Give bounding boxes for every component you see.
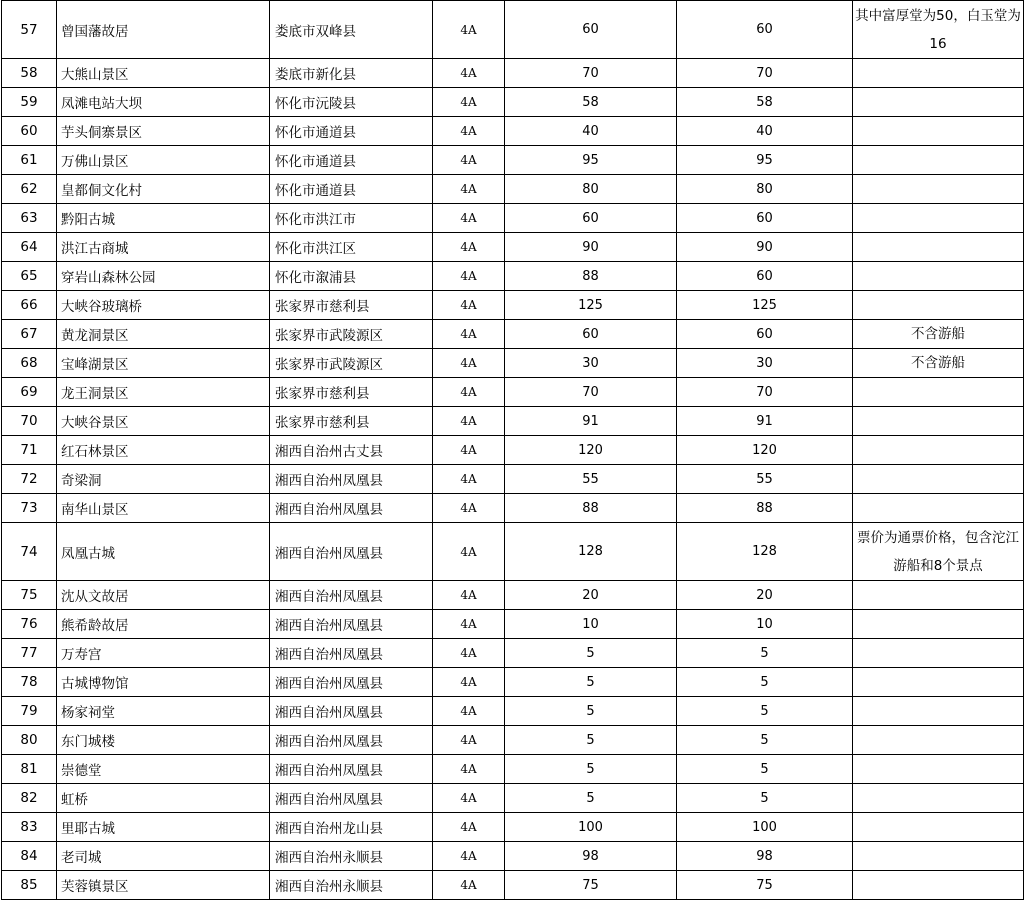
table-row bbox=[2, 871, 1024, 900]
location-cell: 怀化市沅陵县 bbox=[270, 88, 433, 117]
grade-cell: 4A bbox=[433, 146, 505, 175]
note-cell bbox=[853, 494, 1024, 523]
row-number-cell: 74 bbox=[2, 523, 57, 581]
ticket-price-cell: 80 bbox=[505, 175, 677, 204]
row-number-cell: 66 bbox=[2, 291, 57, 320]
location-cell: 湘西自治州凤凰县 bbox=[270, 610, 433, 639]
row-number-cell: 61 bbox=[2, 146, 57, 175]
location-cell: 湘西自治州龙山县 bbox=[270, 813, 433, 842]
location-cell: 湘西自治州凤凰县 bbox=[270, 523, 433, 581]
row-number-cell: 84 bbox=[2, 842, 57, 871]
adjusted-price-cell: 120 bbox=[677, 436, 853, 465]
table-row bbox=[2, 523, 1024, 581]
location-cell: 张家界市慈利县 bbox=[270, 378, 433, 407]
ticket-price-cell: 70 bbox=[505, 378, 677, 407]
adjusted-price-cell: 58 bbox=[677, 88, 853, 117]
ticket-price-cell: 75 bbox=[505, 871, 677, 900]
grade-cell: 4A bbox=[433, 784, 505, 813]
ticket-price-cell: 5 bbox=[505, 639, 677, 668]
ticket-price-cell: 30 bbox=[505, 349, 677, 378]
ticket-price-cell: 70 bbox=[505, 59, 677, 88]
scenic-spot-name-cell: 大熊山景区 bbox=[57, 59, 270, 88]
scenic-spot-name-cell: 万寿宫 bbox=[57, 639, 270, 668]
note-cell bbox=[853, 784, 1024, 813]
scenic-spot-name-cell: 皇都侗文化村 bbox=[57, 175, 270, 204]
grade-cell: 4A bbox=[433, 320, 505, 349]
location-cell: 湘西自治州古丈县 bbox=[270, 436, 433, 465]
adjusted-price-cell: 40 bbox=[677, 117, 853, 146]
grade-cell: 4A bbox=[433, 262, 505, 291]
location-cell: 湘西自治州永顺县 bbox=[270, 842, 433, 871]
location-cell: 张家界市武陵源区 bbox=[270, 349, 433, 378]
table-row bbox=[2, 291, 1024, 320]
table-row bbox=[2, 88, 1024, 117]
adjusted-price-cell: 100 bbox=[677, 813, 853, 842]
table-row bbox=[2, 1, 1024, 59]
scenic-spot-name-cell: 洪江古商城 bbox=[57, 233, 270, 262]
table-body bbox=[2, 1, 1024, 900]
ticket-price-cell: 128 bbox=[505, 523, 677, 581]
note-cell bbox=[853, 59, 1024, 88]
scenic-spot-name-cell: 熊希龄故居 bbox=[57, 610, 270, 639]
grade-cell: 4A bbox=[433, 59, 505, 88]
adjusted-price-cell: 5 bbox=[677, 639, 853, 668]
scenic-spot-name-cell: 曾国藩故居 bbox=[57, 1, 270, 59]
adjusted-price-cell: 10 bbox=[677, 610, 853, 639]
note-cell bbox=[853, 146, 1024, 175]
grade-cell: 4A bbox=[433, 88, 505, 117]
ticket-price-cell: 91 bbox=[505, 407, 677, 436]
table-row bbox=[2, 668, 1024, 697]
adjusted-price-cell: 70 bbox=[677, 378, 853, 407]
location-cell: 怀化市通道县 bbox=[270, 175, 433, 204]
scenic-spot-name-cell: 黔阳古城 bbox=[57, 204, 270, 233]
table-row bbox=[2, 581, 1024, 610]
row-number-cell: 67 bbox=[2, 320, 57, 349]
ticket-price-cell: 5 bbox=[505, 726, 677, 755]
adjusted-price-cell: 5 bbox=[677, 755, 853, 784]
note-cell bbox=[853, 88, 1024, 117]
adjusted-price-cell: 98 bbox=[677, 842, 853, 871]
grade-cell: 4A bbox=[433, 1, 505, 59]
table-row bbox=[2, 639, 1024, 668]
location-cell: 怀化市洪江市 bbox=[270, 204, 433, 233]
adjusted-price-cell: 95 bbox=[677, 146, 853, 175]
adjusted-price-cell: 60 bbox=[677, 1, 853, 59]
location-cell: 湘西自治州凤凰县 bbox=[270, 494, 433, 523]
row-number-cell: 81 bbox=[2, 755, 57, 784]
grade-cell: 4A bbox=[433, 291, 505, 320]
note-cell bbox=[853, 842, 1024, 871]
adjusted-price-cell: 70 bbox=[677, 59, 853, 88]
scenic-spot-price-table bbox=[1, 0, 1024, 900]
grade-cell: 4A bbox=[433, 813, 505, 842]
table-row bbox=[2, 117, 1024, 146]
row-number-cell: 85 bbox=[2, 871, 57, 900]
ticket-price-cell: 88 bbox=[505, 494, 677, 523]
location-cell: 湘西自治州凤凰县 bbox=[270, 581, 433, 610]
note-cell bbox=[853, 175, 1024, 204]
note-cell bbox=[853, 262, 1024, 291]
table-row bbox=[2, 465, 1024, 494]
row-number-cell: 75 bbox=[2, 581, 57, 610]
location-cell: 湘西自治州凤凰县 bbox=[270, 755, 433, 784]
scenic-spot-name-cell: 芋头侗寨景区 bbox=[57, 117, 270, 146]
note-cell bbox=[853, 233, 1024, 262]
grade-cell: 4A bbox=[433, 175, 505, 204]
table-row bbox=[2, 494, 1024, 523]
grade-cell: 4A bbox=[433, 349, 505, 378]
row-number-cell: 68 bbox=[2, 349, 57, 378]
table-row bbox=[2, 320, 1024, 349]
ticket-price-cell: 10 bbox=[505, 610, 677, 639]
row-number-cell: 70 bbox=[2, 407, 57, 436]
location-cell: 怀化市通道县 bbox=[270, 117, 433, 146]
table-row bbox=[2, 204, 1024, 233]
adjusted-price-cell: 5 bbox=[677, 784, 853, 813]
scenic-spot-name-cell: 万佛山景区 bbox=[57, 146, 270, 175]
row-number-cell: 82 bbox=[2, 784, 57, 813]
row-number-cell: 58 bbox=[2, 59, 57, 88]
note-cell: 其中富厚堂为50，白玉堂为16 bbox=[853, 1, 1024, 59]
ticket-price-cell: 5 bbox=[505, 668, 677, 697]
location-cell: 湘西自治州凤凰县 bbox=[270, 697, 433, 726]
scenic-spot-name-cell: 红石林景区 bbox=[57, 436, 270, 465]
scenic-spot-name-cell: 古城博物馆 bbox=[57, 668, 270, 697]
table-row bbox=[2, 378, 1024, 407]
note-cell: 不含游船 bbox=[853, 349, 1024, 378]
row-number-cell: 80 bbox=[2, 726, 57, 755]
table-row bbox=[2, 755, 1024, 784]
row-number-cell: 78 bbox=[2, 668, 57, 697]
scenic-spot-name-cell: 沈从文故居 bbox=[57, 581, 270, 610]
grade-cell: 4A bbox=[433, 668, 505, 697]
grade-cell: 4A bbox=[433, 204, 505, 233]
ticket-price-cell: 60 bbox=[505, 1, 677, 59]
ticket-price-cell: 90 bbox=[505, 233, 677, 262]
table-row bbox=[2, 726, 1024, 755]
note-cell bbox=[853, 465, 1024, 494]
scenic-spot-name-cell: 凤凰古城 bbox=[57, 523, 270, 581]
adjusted-price-cell: 5 bbox=[677, 668, 853, 697]
adjusted-price-cell: 5 bbox=[677, 726, 853, 755]
adjusted-price-cell: 125 bbox=[677, 291, 853, 320]
note-cell bbox=[853, 871, 1024, 900]
table-row bbox=[2, 610, 1024, 639]
note-cell: 不含游船 bbox=[853, 320, 1024, 349]
grade-cell: 4A bbox=[433, 697, 505, 726]
row-number-cell: 69 bbox=[2, 378, 57, 407]
grade-cell: 4A bbox=[433, 523, 505, 581]
location-cell: 娄底市新化县 bbox=[270, 59, 433, 88]
ticket-price-cell: 120 bbox=[505, 436, 677, 465]
scenic-spot-name-cell: 里耶古城 bbox=[57, 813, 270, 842]
ticket-price-cell: 5 bbox=[505, 697, 677, 726]
note-cell bbox=[853, 117, 1024, 146]
row-number-cell: 64 bbox=[2, 233, 57, 262]
note-cell bbox=[853, 813, 1024, 842]
note-cell bbox=[853, 581, 1024, 610]
note-cell bbox=[853, 668, 1024, 697]
row-number-cell: 57 bbox=[2, 1, 57, 59]
row-number-cell: 71 bbox=[2, 436, 57, 465]
ticket-price-cell: 95 bbox=[505, 146, 677, 175]
location-cell: 张家界市武陵源区 bbox=[270, 320, 433, 349]
adjusted-price-cell: 90 bbox=[677, 233, 853, 262]
ticket-price-cell: 40 bbox=[505, 117, 677, 146]
grade-cell: 4A bbox=[433, 436, 505, 465]
ticket-price-cell: 5 bbox=[505, 784, 677, 813]
table-row bbox=[2, 262, 1024, 291]
grade-cell: 4A bbox=[433, 407, 505, 436]
table-row bbox=[2, 784, 1024, 813]
scenic-spot-name-cell: 大峡谷景区 bbox=[57, 407, 270, 436]
adjusted-price-cell: 60 bbox=[677, 204, 853, 233]
location-cell: 怀化市洪江区 bbox=[270, 233, 433, 262]
note-cell bbox=[853, 436, 1024, 465]
note-cell bbox=[853, 291, 1024, 320]
scenic-spot-name-cell: 黄龙洞景区 bbox=[57, 320, 270, 349]
ticket-price-cell: 98 bbox=[505, 842, 677, 871]
note-cell bbox=[853, 755, 1024, 784]
ticket-price-cell: 100 bbox=[505, 813, 677, 842]
table-row bbox=[2, 175, 1024, 204]
row-number-cell: 79 bbox=[2, 697, 57, 726]
location-cell: 娄底市双峰县 bbox=[270, 1, 433, 59]
scenic-spot-name-cell: 宝峰湖景区 bbox=[57, 349, 270, 378]
location-cell: 湘西自治州凤凰县 bbox=[270, 668, 433, 697]
location-cell: 湘西自治州凤凰县 bbox=[270, 784, 433, 813]
note-cell bbox=[853, 204, 1024, 233]
ticket-price-cell: 58 bbox=[505, 88, 677, 117]
grade-cell: 4A bbox=[433, 378, 505, 407]
ticket-price-cell: 20 bbox=[505, 581, 677, 610]
grade-cell: 4A bbox=[433, 117, 505, 146]
scenic-spot-name-cell: 虹桥 bbox=[57, 784, 270, 813]
adjusted-price-cell: 20 bbox=[677, 581, 853, 610]
grade-cell: 4A bbox=[433, 639, 505, 668]
row-number-cell: 59 bbox=[2, 88, 57, 117]
scenic-spot-name-cell: 大峡谷玻璃桥 bbox=[57, 291, 270, 320]
grade-cell: 4A bbox=[433, 842, 505, 871]
row-number-cell: 83 bbox=[2, 813, 57, 842]
adjusted-price-cell: 128 bbox=[677, 523, 853, 581]
table-row bbox=[2, 697, 1024, 726]
table-row bbox=[2, 407, 1024, 436]
grade-cell: 4A bbox=[433, 726, 505, 755]
scenic-spot-name-cell: 崇德堂 bbox=[57, 755, 270, 784]
scenic-spot-name-cell: 奇梁洞 bbox=[57, 465, 270, 494]
note-cell bbox=[853, 378, 1024, 407]
row-number-cell: 76 bbox=[2, 610, 57, 639]
table-row bbox=[2, 146, 1024, 175]
grade-cell: 4A bbox=[433, 610, 505, 639]
scenic-spot-name-cell: 东门城楼 bbox=[57, 726, 270, 755]
note-cell bbox=[853, 639, 1024, 668]
table-row bbox=[2, 349, 1024, 378]
note-cell: 票价为通票价格，包含沱江游船和8个景点 bbox=[853, 523, 1024, 581]
location-cell: 湘西自治州凤凰县 bbox=[270, 726, 433, 755]
scenic-spot-name-cell: 老司城 bbox=[57, 842, 270, 871]
scenic-spot-name-cell: 龙王洞景区 bbox=[57, 378, 270, 407]
row-number-cell: 72 bbox=[2, 465, 57, 494]
row-number-cell: 63 bbox=[2, 204, 57, 233]
adjusted-price-cell: 75 bbox=[677, 871, 853, 900]
table-row bbox=[2, 59, 1024, 88]
note-cell bbox=[853, 697, 1024, 726]
scenic-spot-name-cell: 杨家祠堂 bbox=[57, 697, 270, 726]
location-cell: 湘西自治州永顺县 bbox=[270, 871, 433, 900]
location-cell: 张家界市慈利县 bbox=[270, 407, 433, 436]
grade-cell: 4A bbox=[433, 233, 505, 262]
adjusted-price-cell: 30 bbox=[677, 349, 853, 378]
location-cell: 怀化市溆浦县 bbox=[270, 262, 433, 291]
adjusted-price-cell: 88 bbox=[677, 494, 853, 523]
grade-cell: 4A bbox=[433, 494, 505, 523]
table-row bbox=[2, 233, 1024, 262]
scenic-spot-name-cell: 南华山景区 bbox=[57, 494, 270, 523]
adjusted-price-cell: 60 bbox=[677, 262, 853, 291]
row-number-cell: 77 bbox=[2, 639, 57, 668]
location-cell: 怀化市通道县 bbox=[270, 146, 433, 175]
note-cell bbox=[853, 726, 1024, 755]
table-row bbox=[2, 813, 1024, 842]
adjusted-price-cell: 80 bbox=[677, 175, 853, 204]
grade-cell: 4A bbox=[433, 871, 505, 900]
ticket-price-cell: 88 bbox=[505, 262, 677, 291]
grade-cell: 4A bbox=[433, 581, 505, 610]
ticket-price-cell: 55 bbox=[505, 465, 677, 494]
adjusted-price-cell: 91 bbox=[677, 407, 853, 436]
scenic-spot-name-cell: 穿岩山森林公园 bbox=[57, 262, 270, 291]
note-cell bbox=[853, 610, 1024, 639]
adjusted-price-cell: 55 bbox=[677, 465, 853, 494]
row-number-cell: 65 bbox=[2, 262, 57, 291]
location-cell: 湘西自治州凤凰县 bbox=[270, 639, 433, 668]
ticket-price-cell: 5 bbox=[505, 755, 677, 784]
table-row bbox=[2, 842, 1024, 871]
scenic-spot-name-cell: 凤滩电站大坝 bbox=[57, 88, 270, 117]
ticket-price-cell: 60 bbox=[505, 204, 677, 233]
grade-cell: 4A bbox=[433, 755, 505, 784]
note-cell bbox=[853, 407, 1024, 436]
adjusted-price-cell: 60 bbox=[677, 320, 853, 349]
adjusted-price-cell: 5 bbox=[677, 697, 853, 726]
table-row bbox=[2, 436, 1024, 465]
ticket-price-cell: 125 bbox=[505, 291, 677, 320]
grade-cell: 4A bbox=[433, 465, 505, 494]
row-number-cell: 60 bbox=[2, 117, 57, 146]
row-number-cell: 62 bbox=[2, 175, 57, 204]
ticket-price-cell: 60 bbox=[505, 320, 677, 349]
location-cell: 湘西自治州凤凰县 bbox=[270, 465, 433, 494]
scenic-spot-name-cell: 芙蓉镇景区 bbox=[57, 871, 270, 900]
location-cell: 张家界市慈利县 bbox=[270, 291, 433, 320]
row-number-cell: 73 bbox=[2, 494, 57, 523]
